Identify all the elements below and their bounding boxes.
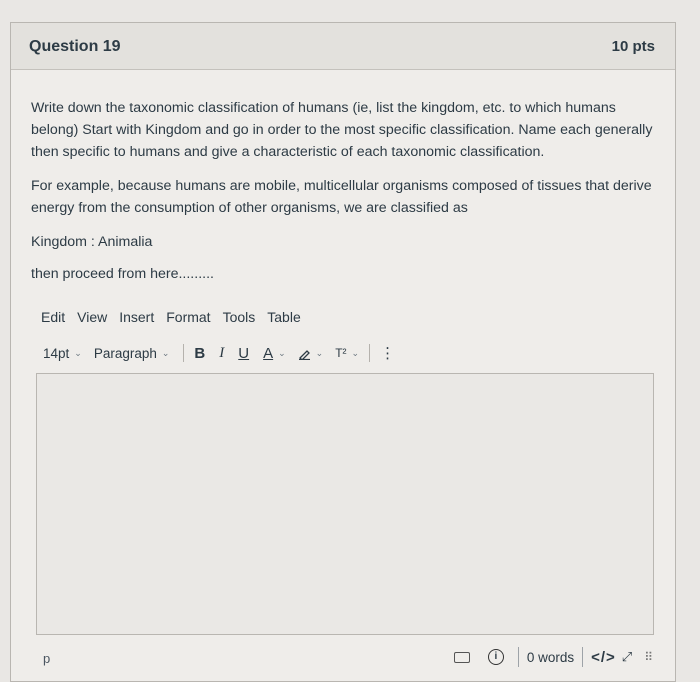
question-title: Question 19: [29, 38, 121, 55]
element-path[interactable]: p: [43, 651, 51, 666]
chevron-down-icon: ⌄: [74, 348, 82, 358]
question-points: 10 pts: [611, 38, 655, 55]
superscript-button[interactable]: [335, 346, 359, 360]
word-count[interactable]: 0 words: [526, 649, 575, 665]
question-paragraph: Kingdom : Animalia: [31, 234, 153, 250]
menu-format[interactable]: Format: [166, 309, 211, 325]
toolbar-divider: [369, 344, 370, 362]
fullscreen-icon[interactable]: ⤢: [621, 649, 633, 664]
toolbar-divider: [183, 344, 184, 362]
menu-edit[interactable]: Edit: [41, 309, 66, 325]
highlight-button[interactable]: [298, 347, 324, 360]
italic-button[interactable]: I: [219, 344, 225, 361]
menu-table[interactable]: Table: [267, 309, 301, 325]
resize-handle-icon[interactable]: ⠿: [644, 650, 653, 664]
menu-view[interactable]: View: [77, 309, 108, 325]
editor-menubar: [41, 309, 301, 325]
status-divider: [582, 647, 583, 667]
chevron-down-icon: ⌄: [161, 348, 170, 358]
block-format-value: Paragraph: [93, 345, 157, 361]
text-color-icon: A: [263, 344, 274, 362]
editor-toolbar: [43, 341, 395, 365]
menu-insert[interactable]: Insert: [119, 309, 155, 325]
status-controls: [454, 647, 653, 667]
question-paragraph: Write down the taxonomic classification of humans (ie, list the kingdom, etc. to which humans belong) Start with Kingdom and go in order to the most specific classification. Name each generally then specific to humans and give a characteristic of each taxonomic classification.: [31, 100, 653, 160]
question-text: [31, 97, 661, 297]
superscript-icon: T²: [335, 346, 347, 360]
question-paragraph: For example, because humans are mobile, multicellular organisms composed of tissues that derive energy from the consumption of other organisms, we are classified as: [31, 178, 652, 216]
menu-tools[interactable]: Tools: [222, 309, 256, 325]
font-size-select[interactable]: [43, 346, 82, 361]
keyboard-icon[interactable]: [454, 652, 470, 663]
more-options-icon[interactable]: ⋮: [380, 345, 396, 362]
chevron-down-icon: ⌄: [278, 348, 286, 358]
bold-button[interactable]: B: [194, 344, 206, 362]
chevron-down-icon: ⌄: [315, 348, 324, 358]
editor-statusbar: [11, 641, 675, 671]
status-divider: [518, 647, 519, 667]
block-format-select[interactable]: [94, 346, 170, 361]
font-size-value: 14pt: [43, 345, 70, 361]
accessibility-checker-icon[interactable]: i: [488, 649, 504, 665]
question-card: [10, 22, 676, 682]
highlight-pen-icon: [298, 347, 311, 360]
rich-text-editor[interactable]: [36, 373, 654, 635]
text-color-button[interactable]: [263, 345, 286, 362]
chevron-down-icon: ⌄: [351, 348, 360, 358]
html-editor-toggle[interactable]: </>: [591, 648, 616, 666]
question-paragraph: then proceed from here.........: [31, 266, 214, 282]
underline-button[interactable]: U: [238, 344, 250, 362]
question-header: [11, 23, 675, 70]
